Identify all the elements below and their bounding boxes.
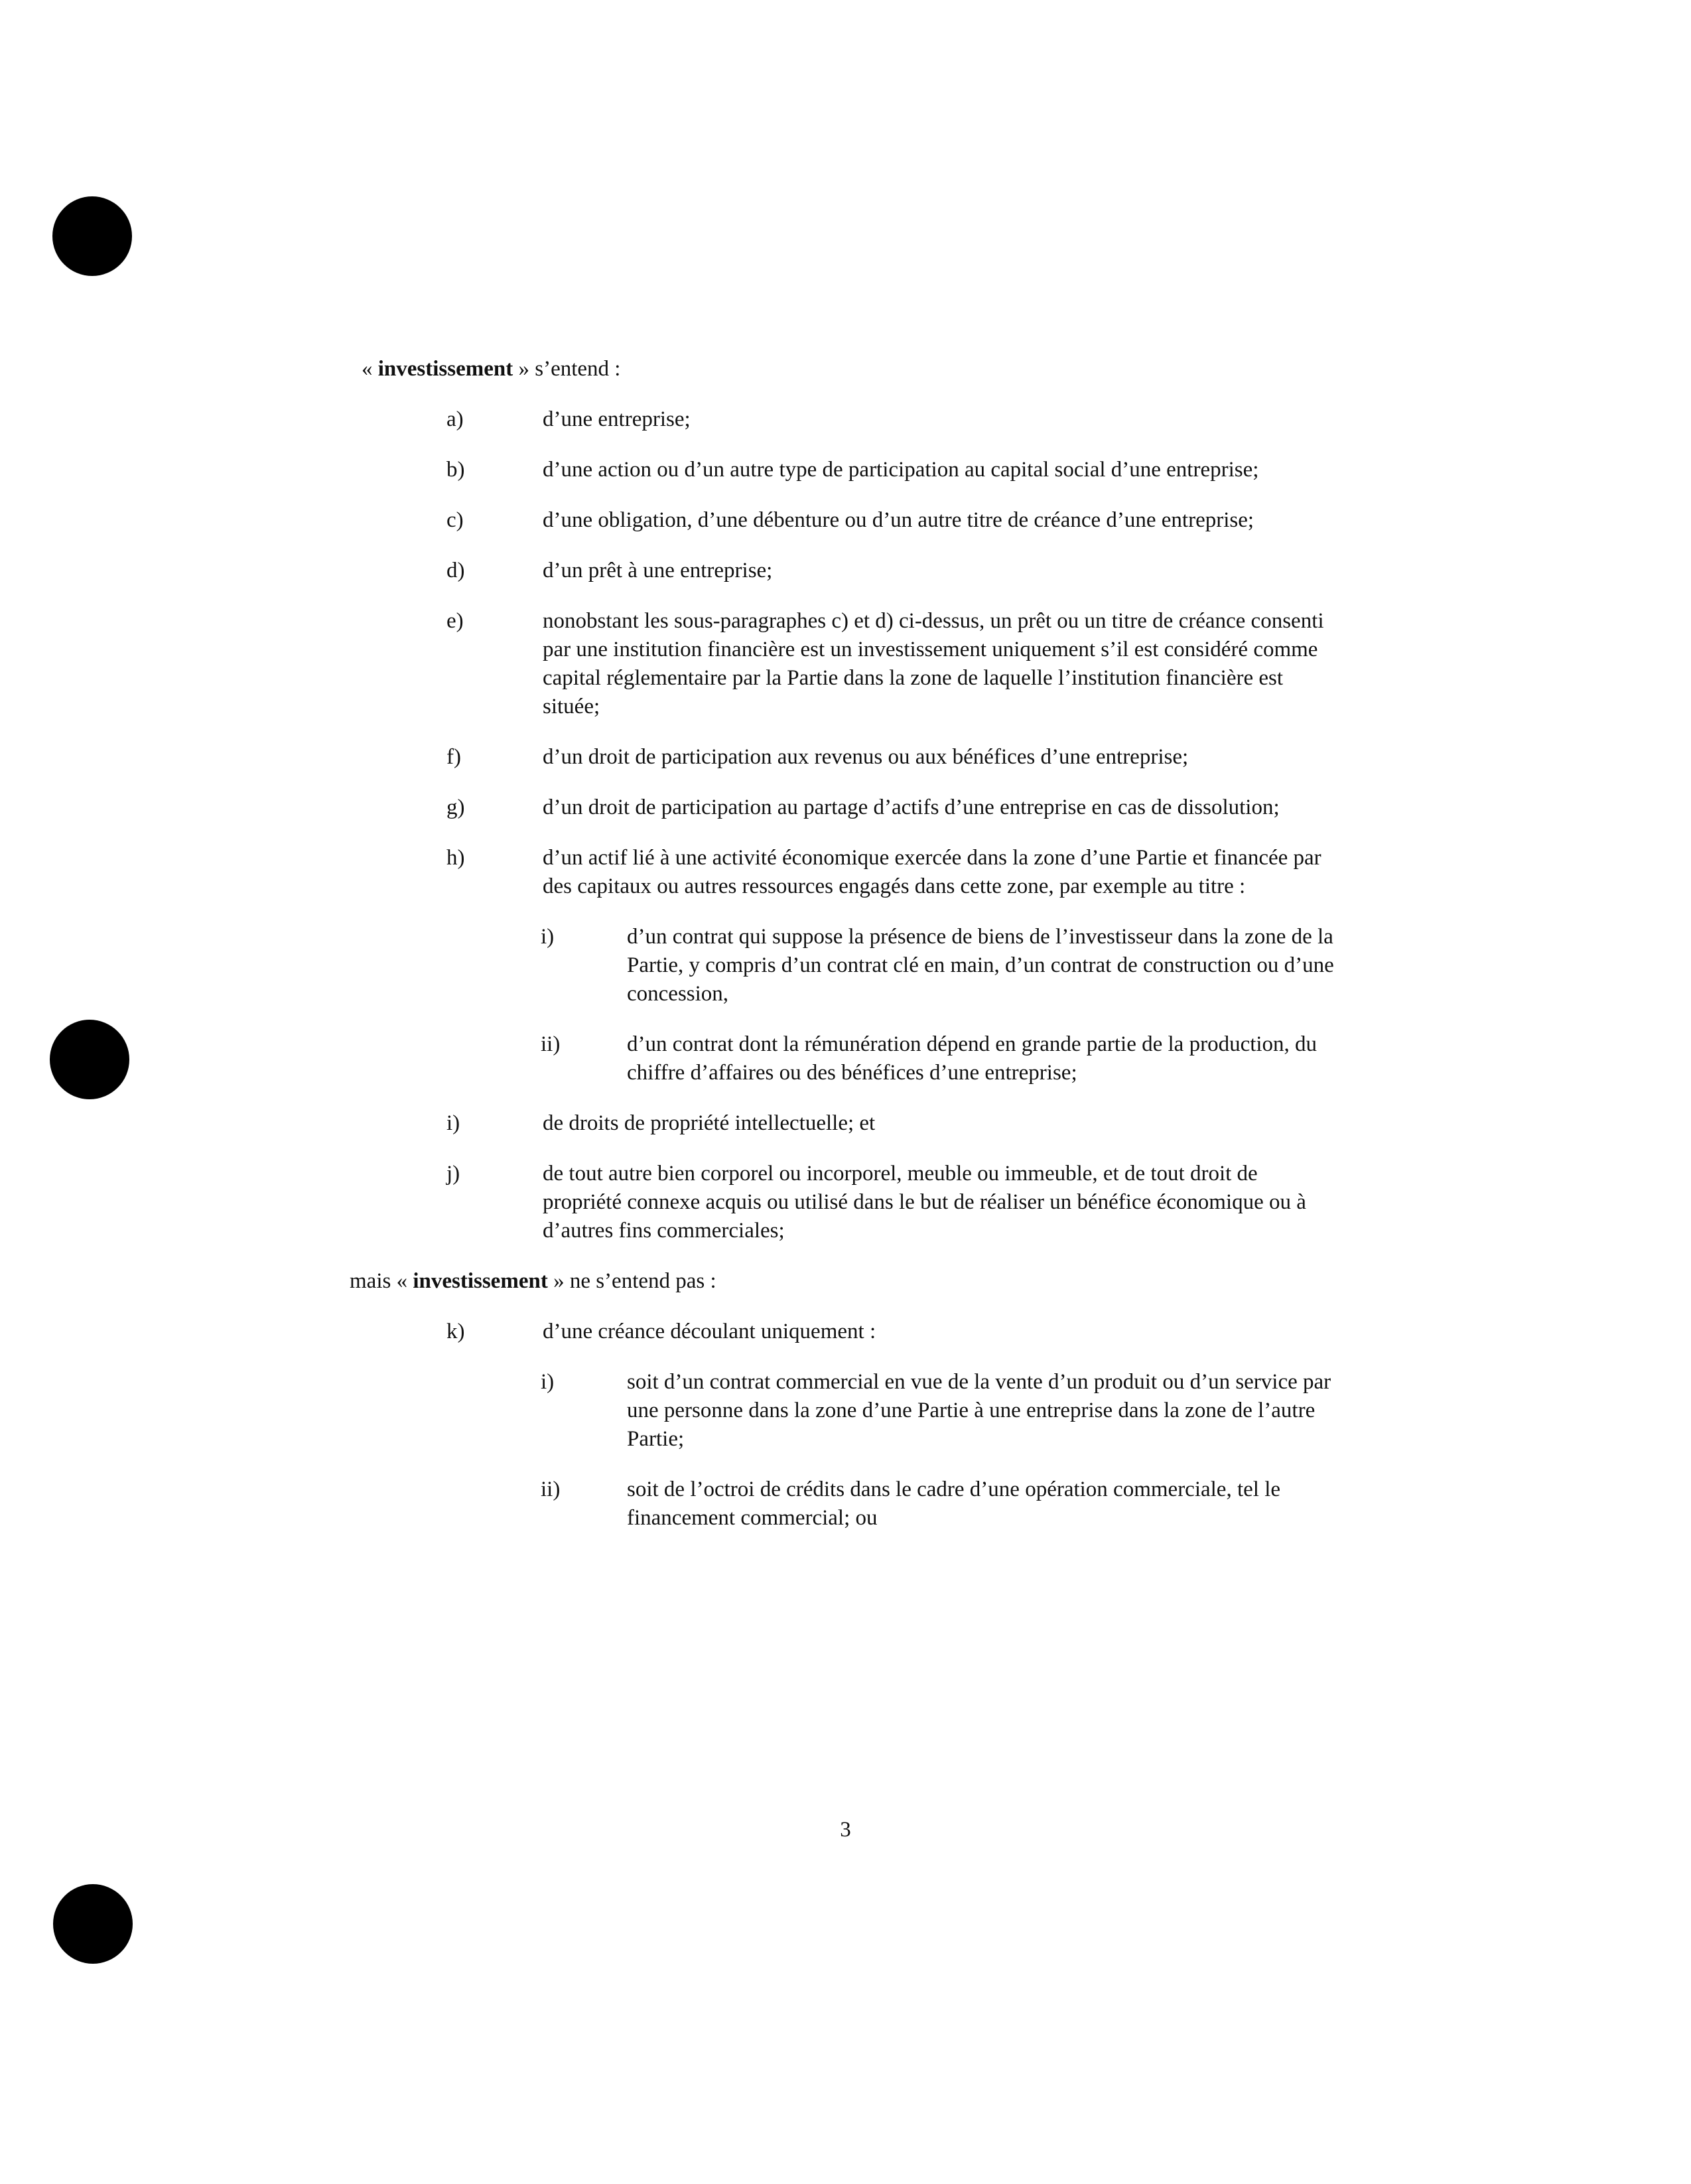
list-item-k [362, 1318, 1357, 1346]
defined-term: investissement [377, 357, 513, 381]
subitem-label: i) [541, 1370, 555, 1394]
item-text: d’un droit de participation au partage d’actifs d’une entreprise en cas de dissolution; [543, 795, 1280, 819]
page-number: 3 [840, 1818, 851, 1842]
defined-term: investissement [413, 1269, 548, 1293]
item-label: h) [446, 846, 465, 870]
list-item-f [362, 743, 1357, 772]
list-item-d [362, 557, 1357, 585]
subitem-label: ii) [541, 1032, 561, 1056]
item-label: d) [446, 559, 465, 582]
intro-rest: » s’entend : [513, 357, 621, 381]
subitem-text: d’un contrat qui suppose la présence de biens de l’investisseur dans la zone de la Partie, y compris d’un contrat clé en main, d’un contrat de construction ou d’une concession, [627, 925, 1334, 1006]
item-label: b) [446, 458, 465, 482]
exclusion-open: mais « [350, 1269, 413, 1293]
subitem-label: i) [541, 925, 555, 949]
punch-hole-middle [50, 1020, 129, 1099]
list-item-g [362, 793, 1357, 822]
list-item-j [362, 1160, 1357, 1245]
definition-intro [362, 355, 1357, 383]
exclusion-intro [350, 1267, 1357, 1296]
list-item-b [362, 456, 1357, 484]
list-item-h [362, 844, 1357, 901]
item-label: c) [446, 508, 464, 532]
list-subitem-h-i [541, 923, 1357, 1008]
item-label: j) [446, 1162, 460, 1186]
subitem-label: ii) [541, 1477, 561, 1501]
item-label: i) [446, 1111, 460, 1135]
subitem-text: soit de l’octroi de crédits dans le cadre d’une opération commerciale, tel le financement commercial; ou [627, 1477, 1281, 1530]
item-text: d’une entreprise; [543, 407, 691, 431]
punch-hole-bottom [53, 1884, 133, 1964]
item-text: de tout autre bien corporel ou incorporel, meuble ou immeuble, et de tout droit de propriété connexe acquis ou utilisé dans le but de réaliser un bénéfice économique ou à d’autres fins commerciales; [543, 1162, 1306, 1243]
list-item-a [362, 405, 1357, 434]
item-label: g) [446, 795, 465, 819]
subitem-text: soit d’un contrat commercial en vue de la vente d’un produit ou d’un service par une personne dans la zone d’une Partie à une entreprise dans la zone de l’autre Partie; [627, 1370, 1331, 1451]
item-text: d’un droit de participation aux revenus ou aux bénéfices d’une entreprise; [543, 745, 1189, 769]
item-text: d’un prêt à une entreprise; [543, 559, 773, 582]
list-subitem-k-i [541, 1368, 1357, 1454]
list-item-i [362, 1109, 1357, 1138]
punch-hole-top [52, 196, 132, 276]
item-text: nonobstant les sous-paragraphes c) et d) ci-dessus, un prêt ou un titre de créance consenti par une institution financière est un investissement uniquement s’il est considéré comme capital réglementaire par la Partie dans la zone de laquelle l’institution financière est située; [543, 609, 1324, 718]
item-text: d’une créance découlant uniquement : [543, 1320, 876, 1343]
list-item-e [362, 607, 1357, 721]
item-text: d’un actif lié à une activité économique exercée dans la zone d’une Partie et financée par des capitaux ou autres ressources engagés dans cette zone, par exemple au titre : [543, 846, 1321, 898]
subitem-text: d’un contrat dont la rémunération dépend en grande partie de la production, du chiffre d’affaires ou des bénéfices d’une entreprise; [627, 1032, 1318, 1085]
item-text: d’une obligation, d’une débenture ou d’un autre titre de créance d’une entreprise; [543, 508, 1254, 532]
list-subitem-h-ii [541, 1030, 1357, 1087]
document-body [350, 355, 1357, 1554]
intro-open-quote: « [362, 357, 378, 381]
item-label: f) [446, 745, 461, 769]
item-label: k) [446, 1320, 465, 1343]
item-text: de droits de propriété intellectuelle; et [543, 1111, 876, 1135]
list-item-c [362, 506, 1357, 535]
item-text: d’une action ou d’un autre type de participation au capital social d’une entreprise; [543, 458, 1259, 482]
exclusion-rest: » ne s’entend pas : [547, 1269, 716, 1293]
item-label: e) [446, 609, 464, 633]
list-subitem-k-ii [541, 1475, 1357, 1533]
item-label: a) [446, 407, 464, 431]
